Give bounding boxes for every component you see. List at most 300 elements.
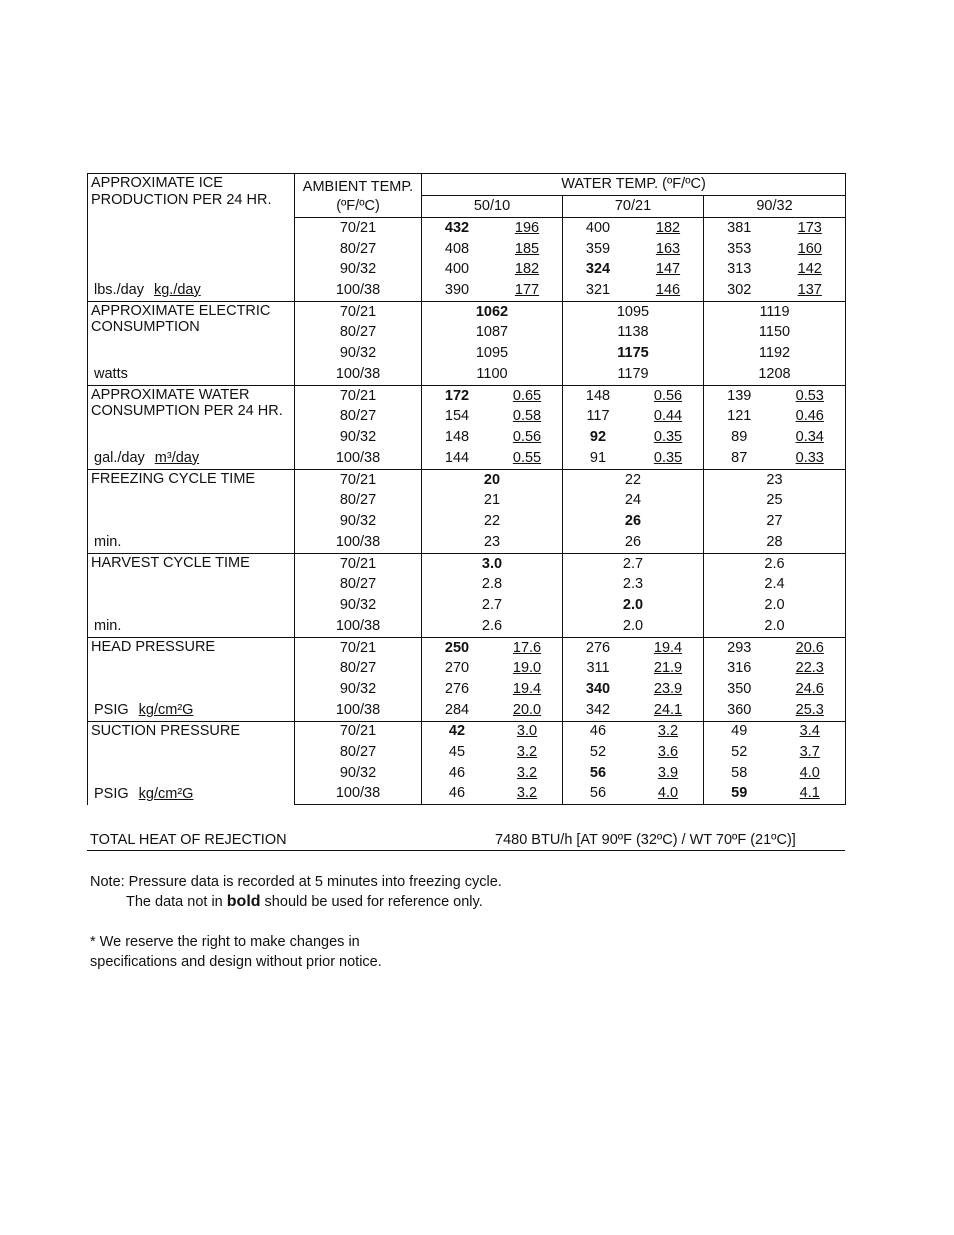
section-label-cell [88,469,295,553]
single-value: 2.3 [622,576,644,593]
header-row-1 [88,174,846,196]
section-unit-metric: kg/cm²G [138,785,194,802]
single-value: 1062 [475,303,509,320]
header-water-title: WATER TEMP. (ºF/ºC) [422,174,846,196]
single-value: 1138 [617,324,649,341]
section-unit-primary: watts [94,365,128,382]
header-param-cell [88,174,295,218]
imperial-value: 359 [585,240,611,257]
single-value: 2.0 [764,597,785,614]
ambient-temp-cell: 90/32 [295,259,422,280]
section-label-cell [88,218,295,302]
value-cell [422,259,563,280]
value-pair [422,450,562,467]
section-label-wrap [91,387,294,469]
value-pair [563,429,703,446]
value-cell [563,301,704,322]
value-pair [704,450,845,467]
ambient-temp-cell: 70/21 [295,721,422,742]
metric-value: 3.2 [516,764,538,781]
value-cell [422,364,563,385]
value-cell [422,574,563,595]
value-cell [704,280,846,301]
metric-value: 3.0 [516,723,538,740]
metric-value: 19.4 [512,681,542,698]
note-line-2 [90,892,502,912]
notes-block [90,872,502,912]
metric-value: 137 [797,281,822,298]
value-cell [563,721,704,742]
metric-value: 19.0 [512,660,542,677]
section-label: SUCTION PRESSURE [91,722,241,739]
value-cell [704,448,846,469]
value-cell [422,343,563,364]
section-unit-metric: kg./day [153,281,201,298]
value-pair [563,723,703,740]
metric-value: 3.2 [516,744,538,761]
value-cell [422,742,563,763]
ambient-temp-cell: 100/38 [295,532,422,553]
value-pair [704,429,845,446]
value-pair [704,282,845,299]
imperial-value: 311 [586,660,610,677]
value-cell [422,616,563,637]
value-cell [704,658,846,679]
value-cell [704,259,846,280]
disclaimer-block [90,932,382,972]
metric-value: 0.56 [512,429,542,446]
section-unit-metric: kg/cm²G [138,701,194,718]
imperial-value: 56 [589,785,607,802]
value-cell [563,406,704,427]
imperial-value: 148 [444,429,470,446]
ambient-temp-cell: 70/21 [295,469,422,490]
single-value: 22 [624,471,642,488]
single-value: 2.7 [622,555,644,572]
single-value: 1192 [758,345,791,362]
value-cell [563,218,704,239]
metric-value: 3.9 [657,764,679,781]
value-cell [563,574,704,595]
metric-value: 25.3 [795,701,824,718]
single-value: 24 [624,492,642,509]
section-unit [94,450,199,467]
metric-value: 4.0 [799,764,820,781]
value-cell [422,721,563,742]
value-cell [563,783,704,804]
value-pair [704,408,845,425]
single-value: 2.0 [622,617,644,634]
value-cell [704,218,846,239]
single-value: 23 [483,533,501,550]
value-cell [563,616,704,637]
ambient-temp-cell: 100/38 [295,783,422,804]
table-row [88,469,846,490]
value-cell [563,280,704,301]
value-cell [422,385,563,406]
value-pair [563,450,703,467]
single-value: 26 [624,533,642,550]
value-pair [422,408,562,425]
section-label-wrap [91,471,294,553]
value-cell [563,742,704,763]
total-heat-of-rejection [87,832,845,851]
section-unit [94,366,128,383]
imperial-value: 46 [448,764,466,781]
ambient-temp-cell: 80/27 [295,658,422,679]
imperial-value: 139 [727,387,752,404]
value-cell [704,364,846,385]
ambient-temp-cell: 80/27 [295,490,422,511]
single-value: 2.4 [764,576,785,593]
metric-value: 23.9 [653,681,683,698]
imperial-value: 381 [727,219,752,236]
value-cell [704,637,846,658]
imperial-value: 324 [585,261,611,278]
metric-value: 185 [514,240,540,257]
section-label-cell [88,721,295,805]
single-value: 1095 [616,303,650,320]
value-cell [563,469,704,490]
single-value: 1150 [758,324,791,341]
imperial-value: 400 [444,261,470,278]
value-cell [563,239,704,260]
metric-value: 0.33 [795,449,824,466]
note-line-2-post: should be used for reference only. [260,894,483,910]
value-pair [704,640,845,657]
section-unit-primary: gal./day [94,449,145,466]
value-pair [704,702,845,719]
imperial-value: 59 [731,785,748,802]
imperial-value: 148 [585,387,611,404]
metric-value: 3.2 [516,785,538,802]
value-pair [422,241,562,258]
ambient-temp-cell: 100/38 [295,364,422,385]
metric-value: 4.0 [657,785,679,802]
single-value: 1119 [759,303,790,320]
single-value: 1087 [475,324,509,341]
note-line-2-pre: The data not in [126,894,227,910]
value-cell [422,448,563,469]
imperial-value: 276 [585,639,611,656]
total-heat-label: TOTAL HEAT OF REJECTION [90,832,287,848]
metric-value: 0.35 [653,429,683,446]
metric-value: 19.4 [653,639,683,656]
metric-value: 20.0 [512,701,542,718]
imperial-value: 154 [444,408,470,425]
value-pair [563,640,703,657]
value-cell [704,700,846,721]
value-cell [563,259,704,280]
value-cell [704,469,846,490]
value-pair [422,261,562,278]
value-cell [704,679,846,700]
imperial-value: 52 [731,744,748,761]
header-water-col-1: 70/21 [563,196,704,218]
imperial-value: 342 [585,701,611,718]
value-cell [422,658,563,679]
value-pair [704,681,845,698]
single-value: 2.0 [764,617,785,634]
value-cell [422,763,563,784]
value-pair [704,388,845,405]
imperial-value: 313 [727,261,752,278]
ambient-temp-cell: 70/21 [295,553,422,574]
value-cell [704,322,846,343]
imperial-value: 42 [448,723,466,740]
value-pair [422,220,562,237]
value-cell [422,301,563,322]
metric-value: 0.58 [512,408,542,425]
imperial-value: 360 [727,701,752,718]
section-label-wrap [91,723,294,805]
metric-value: 182 [514,261,540,278]
value-cell [563,322,704,343]
metric-value: 24.1 [653,701,683,718]
section-unit [94,534,121,551]
header-water-col-2: 90/32 [704,196,846,218]
value-cell [704,239,846,260]
imperial-value: 321 [585,281,611,298]
value-cell [704,301,846,322]
imperial-value: 89 [731,429,748,446]
section-label: APPROXIMATE WATER CONSUMPTION PER 24 HR. [91,386,283,420]
ambient-temp-cell: 80/27 [295,239,422,260]
section-label: FREEZING CYCLE TIME [91,470,256,487]
section-unit-primary: lbs./day [94,281,144,298]
section-label: HARVEST CYCLE TIME [91,554,250,571]
value-cell [704,763,846,784]
imperial-value: 270 [444,660,470,677]
value-cell [563,385,704,406]
section-unit-primary: min. [94,617,122,634]
value-cell [704,553,846,574]
value-pair [704,744,845,761]
value-cell [704,511,846,532]
value-cell [563,679,704,700]
metric-value: 146 [655,281,681,298]
table-row [88,721,846,742]
ambient-temp-cell: 90/32 [295,763,422,784]
section-unit [94,702,193,719]
imperial-value: 52 [589,744,607,761]
value-pair [422,429,562,446]
imperial-value: 293 [727,639,752,656]
value-cell [563,700,704,721]
value-cell [563,364,704,385]
value-cell [704,406,846,427]
metric-value: 3.2 [657,723,679,740]
value-pair [422,640,562,657]
ambient-temp-cell: 70/21 [295,637,422,658]
value-cell [422,322,563,343]
value-cell [422,239,563,260]
metric-value: 17.6 [512,639,542,656]
section-label: HEAD PRESSURE [91,638,216,655]
imperial-value: 390 [444,281,470,298]
imperial-value: 87 [731,449,748,466]
value-pair [422,723,562,740]
section-label-wrap [91,303,294,385]
ambient-temp-cell: 80/27 [295,406,422,427]
value-pair [563,282,703,299]
single-value: 23 [766,471,783,488]
single-value: 2.6 [481,617,503,634]
single-value: 22 [483,513,501,530]
value-pair [422,388,562,405]
imperial-value: 144 [444,449,470,466]
metric-value: 3.6 [657,744,679,761]
value-cell [422,427,563,448]
single-value: 2.7 [481,597,503,614]
value-pair [422,765,562,782]
metric-value: 0.44 [653,408,683,425]
value-cell [704,721,846,742]
value-pair [563,702,703,719]
metric-value: 3.4 [799,723,820,740]
single-value: 1179 [617,365,649,382]
imperial-value: 91 [589,449,607,466]
section-unit-primary: min. [94,533,122,550]
value-pair [704,220,845,237]
table-row [88,301,846,322]
imperial-value: 49 [731,723,748,740]
value-pair [563,765,703,782]
ambient-temp-cell: 80/27 [295,742,422,763]
value-cell [563,595,704,616]
section-label-wrap [91,639,294,721]
metric-value: 3.7 [799,744,820,761]
ambient-temp-cell: 90/32 [295,595,422,616]
imperial-value: 432 [444,219,470,236]
value-cell [422,637,563,658]
ambient-temp-cell: 80/27 [295,574,422,595]
value-cell [563,427,704,448]
imperial-value: 340 [585,681,611,698]
metric-value: 163 [655,240,681,257]
single-value: 2.6 [764,555,785,572]
value-cell [422,679,563,700]
value-cell [563,763,704,784]
metric-value: 0.56 [653,387,683,404]
metric-value: 22.3 [795,660,824,677]
imperial-value: 250 [444,639,470,656]
section-label-wrap [91,555,294,637]
specification-table [87,173,846,805]
section-label: APPROXIMATE ICE PRODUCTION PER 24 HR. [91,175,272,208]
value-pair [704,261,845,278]
value-cell [563,448,704,469]
value-cell [704,742,846,763]
single-value: 21 [483,492,501,509]
value-cell [422,553,563,574]
value-cell [704,532,846,553]
value-cell [563,637,704,658]
value-pair [563,744,703,761]
metric-value: 196 [514,219,540,236]
imperial-value: 45 [448,744,466,761]
ambient-temp-cell: 90/32 [295,427,422,448]
ambient-temp-cell: 70/21 [295,218,422,239]
table-row [88,637,846,658]
metric-value: 160 [797,240,822,257]
ambient-temp-cell: 100/38 [295,448,422,469]
imperial-value: 56 [589,764,607,781]
value-cell [704,616,846,637]
metric-value: 24.6 [795,681,824,698]
ambient-temp-cell: 70/21 [295,301,422,322]
value-cell [704,343,846,364]
imperial-value: 46 [448,785,466,802]
ambient-temp-cell: 70/21 [295,385,422,406]
section-label-cell [88,553,295,637]
value-pair [704,723,845,740]
metric-value: 0.34 [795,429,824,446]
value-cell [422,783,563,804]
ambient-temp-cell: 80/27 [295,322,422,343]
value-pair [422,702,562,719]
value-pair [704,241,845,258]
value-pair [422,282,562,299]
disclaimer-line-1: * We reserve the right to make changes in [90,934,360,950]
value-cell [422,490,563,511]
section-label: APPROXIMATE ELECTRIC CONSUMPTION [91,302,271,336]
table-row [88,385,846,406]
value-pair [422,681,562,698]
value-cell [704,427,846,448]
single-value: 1175 [617,345,649,362]
metric-value: 0.35 [653,449,683,466]
value-cell [422,595,563,616]
imperial-value: 302 [727,281,752,298]
imperial-value: 408 [444,240,470,257]
value-pair [563,220,703,237]
section-unit-primary: PSIG [94,785,129,802]
value-pair [704,785,845,802]
value-pair [422,785,562,802]
spec-table-body [88,174,846,805]
value-cell [422,218,563,239]
imperial-value: 316 [727,660,752,677]
single-value: 3.0 [481,555,503,572]
value-cell [563,658,704,679]
value-pair [563,261,703,278]
total-heat-value: 7480 BTU/h [AT 90ºF (32ºC) / WT 70ºF (21ºC)] [495,832,796,848]
section-unit [94,786,193,803]
imperial-value: 276 [444,681,470,698]
section-unit [94,618,121,635]
value-pair [563,408,703,425]
ambient-temp-cell: 100/38 [295,616,422,637]
imperial-value: 353 [727,240,752,257]
metric-value: 0.46 [795,408,824,425]
ambient-temp-cell: 90/32 [295,343,422,364]
metric-value: 21.9 [653,660,683,677]
imperial-value: 172 [444,387,470,404]
value-cell [704,574,846,595]
value-cell [422,406,563,427]
value-cell [422,280,563,301]
value-cell [704,783,846,804]
section-label-cell [88,301,295,385]
imperial-value: 92 [589,429,607,446]
value-cell [563,490,704,511]
value-pair [563,241,703,258]
value-pair [563,388,703,405]
value-cell [704,385,846,406]
value-pair [422,744,562,761]
ambient-temp-cell: 90/32 [295,511,422,532]
